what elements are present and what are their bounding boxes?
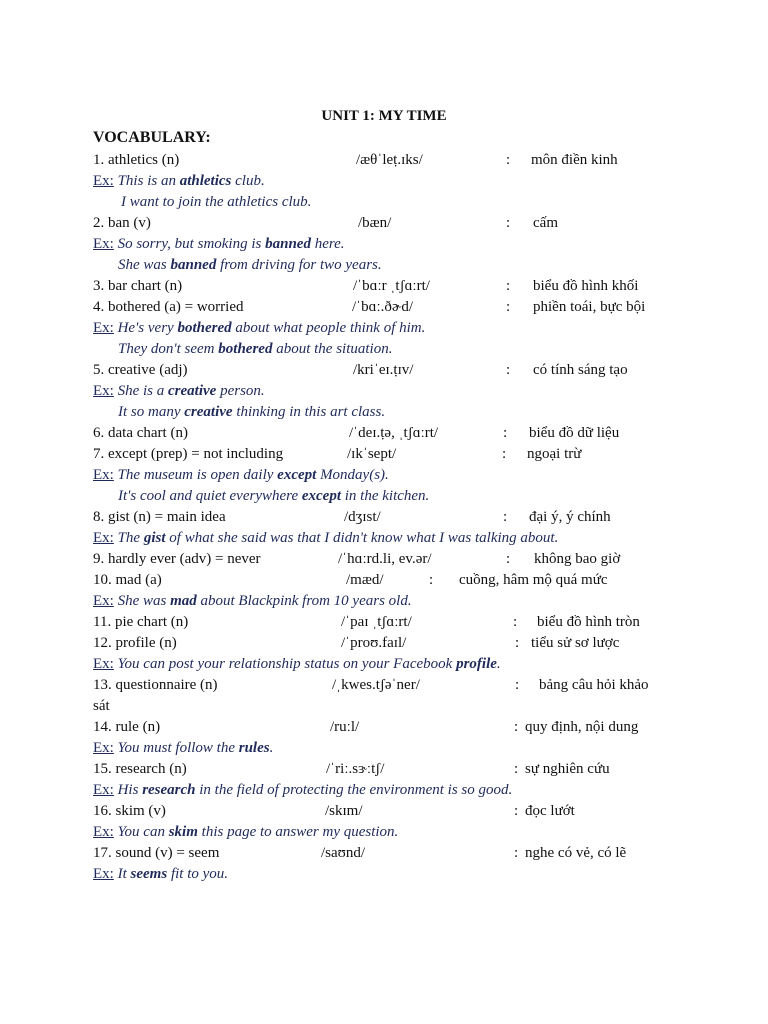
example-fragment: from driving for two years. (216, 257, 382, 273)
example-fragment: person. (216, 383, 265, 399)
example-fragment: I want to join the athletics club. (121, 194, 312, 210)
vocab-pronunciation: /ˈhɑːrd.li, ev.ər/ (338, 551, 432, 567)
example-fragment: The (113, 530, 144, 546)
example-keyword: gist (143, 530, 166, 546)
vocab-pronunciation: /ˈbɑːr ˌtʃɑːrt/ (353, 278, 430, 294)
example-fragment: about the situation. (272, 341, 393, 357)
example-fragment: His (113, 782, 143, 798)
vocab-pronunciation: /bæn/ (358, 215, 392, 231)
vocab-separator: : (502, 446, 507, 462)
vocab-pronunciation: /skɪm/ (325, 803, 363, 819)
example-label: Ex: (93, 173, 114, 189)
vocab-separator: : (513, 614, 518, 630)
vocab-meaning: bảng câu hỏi khảo (539, 677, 649, 693)
example-keyword: except (277, 467, 317, 483)
example-fragment: . (269, 740, 274, 756)
example-fragment: He's very (113, 320, 178, 336)
example-keyword: except (301, 488, 341, 504)
vocab-meaning: đại ý, ý chính (529, 509, 611, 525)
example-text (118, 339, 392, 360)
vocab-meaning: môn điền kinh (531, 152, 618, 168)
example-text (121, 192, 311, 213)
unit-title: UNIT 1: MY TIME (321, 108, 447, 124)
wrapped-meaning: sát (93, 698, 110, 714)
example-text (93, 822, 398, 843)
vocab-term: 15. research (n) (93, 761, 187, 777)
vocab-separator: : (503, 425, 508, 441)
vocab-separator: : (506, 299, 511, 315)
example-fragment: It (113, 866, 131, 882)
vocab-term: 3. bar chart (n) (93, 278, 183, 294)
example-keyword: seems (130, 866, 168, 882)
vocab-term: 2. ban (v) (93, 215, 151, 231)
vocab-meaning: tiểu sử sơ lược (531, 635, 620, 651)
example-fragment: You must follow the (113, 740, 239, 756)
example-keyword: skim (168, 824, 198, 840)
vocab-meaning: biểu đồ hình khối (533, 278, 639, 294)
example-keyword: bothered (177, 320, 232, 336)
vocab-meaning: cấm (533, 215, 558, 231)
vocab-separator: : (429, 572, 434, 588)
vocab-meaning: biểu đồ dữ liệu (529, 425, 620, 441)
vocab-separator: : (503, 509, 508, 525)
vocab-separator: : (514, 761, 519, 777)
example-fragment: It so many (118, 404, 185, 420)
example-fragment: You can (113, 824, 169, 840)
vocab-pronunciation: /saʊnd/ (321, 845, 366, 861)
vocab-term: 10. mad (a) (93, 572, 162, 588)
example-fragment: This is an (113, 173, 180, 189)
vocab-separator: : (506, 278, 511, 294)
example-text (93, 738, 273, 759)
vocab-term: 7. except (prep) = not including (93, 446, 284, 462)
example-fragment: thinking in this art class. (232, 404, 386, 420)
vocab-meaning: cuồng, hâm mộ quá mức (459, 572, 608, 588)
example-text (118, 255, 382, 276)
vocab-pronunciation: /ˈdeɪ.ṭə, ˌtʃɑːrt/ (349, 425, 439, 441)
example-fragment: The museum is open daily (113, 467, 278, 483)
vocab-term: 5. creative (adj) (93, 362, 188, 378)
example-text (118, 486, 429, 507)
example-fragment: this page to answer my question. (197, 824, 399, 840)
vocab-term: 13. questionnaire (n) (93, 677, 218, 693)
vocab-meaning: phiền toái, bực bội (533, 299, 646, 315)
example-label: Ex: (93, 824, 114, 840)
example-fragment: She is a (113, 383, 169, 399)
example-keyword: athletics (179, 173, 232, 189)
vocab-term: 4. bothered (a) = worried (93, 299, 244, 315)
vocab-meaning: đọc lướt (525, 803, 575, 819)
vocab-term: 12. profile (n) (93, 635, 177, 651)
example-keyword: mad (170, 593, 197, 609)
vocab-meaning: ngoại trừ (527, 446, 582, 462)
vocab-separator: : (506, 215, 511, 231)
example-label: Ex: (93, 320, 114, 336)
vocab-term: 9. hardly ever (adv) = never (93, 551, 261, 567)
example-text (93, 654, 501, 675)
example-text (93, 171, 265, 192)
vocabulary-heading: VOCABULARY: (93, 129, 211, 146)
example-fragment: It's cool and quiet everywhere (118, 488, 302, 504)
example-label: Ex: (93, 740, 114, 756)
vocab-separator: : (515, 635, 520, 651)
vocab-meaning: không bao giờ (534, 551, 621, 567)
vocab-term: 8. gist (n) = main idea (93, 509, 226, 525)
example-text (93, 864, 228, 885)
vocab-separator: : (506, 152, 511, 168)
vocab-term: 14. rule (n) (93, 719, 161, 735)
vocab-separator: : (514, 803, 519, 819)
example-fragment: here. (310, 236, 345, 252)
example-text (93, 318, 425, 339)
vocab-term: 1. athletics (n) (93, 152, 180, 168)
example-fragment: about Blackpink from 10 years old. (196, 593, 412, 609)
vocab-pronunciation: /ruːl/ (330, 719, 360, 735)
example-fragment: fit to you. (167, 866, 229, 882)
vocab-meaning: có tính sáng tạo (533, 362, 628, 378)
example-fragment: So sorry, but smoking is (113, 236, 266, 252)
example-fragment: in the field of protecting the environment is so good. (195, 782, 513, 798)
example-keyword: bothered (218, 341, 273, 357)
vocab-term: 6. data chart (n) (93, 425, 188, 441)
example-text (93, 381, 265, 402)
vocab-separator: : (515, 677, 520, 693)
vocab-pronunciation: /dʒɪst/ (344, 509, 381, 525)
vocab-pronunciation: /æθˈleṭ.ɪks/ (356, 152, 423, 168)
vocab-separator: : (514, 719, 519, 735)
example-label: Ex: (93, 383, 114, 399)
example-label: Ex: (93, 530, 114, 546)
vocab-pronunciation: /ˈriː.sɝːtʃ/ (326, 761, 385, 777)
example-fragment: about what people think of him. (231, 320, 426, 336)
example-label: Ex: (93, 866, 114, 882)
vocab-pronunciation: /ˈproʊ.faɪl/ (341, 635, 407, 651)
example-fragment: in the kitchen. (341, 488, 430, 504)
vocab-pronunciation: /mæd/ (346, 572, 384, 588)
example-label: Ex: (93, 236, 114, 252)
example-fragment: . (496, 656, 501, 672)
vocab-meaning: quy định, nội dung (525, 719, 639, 735)
vocab-separator: : (506, 551, 511, 567)
example-text (93, 780, 512, 801)
example-fragment: They don't seem (118, 341, 219, 357)
example-keyword: banned (170, 257, 217, 273)
example-text (93, 528, 558, 549)
vocab-pronunciation: /ˈbɑː.ðɚd/ (352, 299, 413, 315)
vocab-pronunciation: /ɪkˈsept/ (347, 446, 397, 462)
example-label: Ex: (93, 593, 114, 609)
vocab-pronunciation: /ˈpaɪ ˌtʃɑːrt/ (341, 614, 412, 630)
example-label: Ex: (93, 656, 114, 672)
example-fragment: club. (231, 173, 265, 189)
example-text (93, 234, 345, 255)
vocab-term: 17. sound (v) = seem (93, 845, 220, 861)
vocab-separator: : (506, 362, 511, 378)
vocab-meaning: biểu đồ hình tròn (537, 614, 640, 630)
vocab-pronunciation: /ˌkwes.tʃəˈner/ (332, 677, 420, 693)
vocab-separator: : (514, 845, 519, 861)
example-label: Ex: (93, 782, 114, 798)
example-keyword: research (142, 782, 196, 798)
example-fragment: She was (118, 257, 171, 273)
vocab-term: 16. skim (v) (93, 803, 166, 819)
vocab-meaning: sự nghiên cứu (525, 761, 610, 777)
vocab-meaning: nghe có vẻ, có lẽ (525, 845, 627, 861)
example-fragment: Monday(s). (316, 467, 389, 483)
example-label: Ex: (93, 467, 114, 483)
example-text (118, 402, 385, 423)
vocab-term: 11. pie chart (n) (93, 614, 189, 630)
example-keyword: rules (238, 740, 270, 756)
example-text (93, 591, 412, 612)
example-keyword: creative (168, 383, 217, 399)
example-fragment: She was (113, 593, 171, 609)
example-keyword: creative (184, 404, 233, 420)
example-text (93, 465, 389, 486)
vocab-pronunciation: /kriˈeɪ.ṭɪv/ (353, 362, 414, 378)
example-keyword: banned (265, 236, 311, 252)
example-fragment: You can post your relationship status on your Facebook (113, 656, 457, 672)
example-fragment: of what she said was that I didn't know what I was talking about. (165, 530, 559, 546)
example-keyword: profile (456, 656, 497, 672)
